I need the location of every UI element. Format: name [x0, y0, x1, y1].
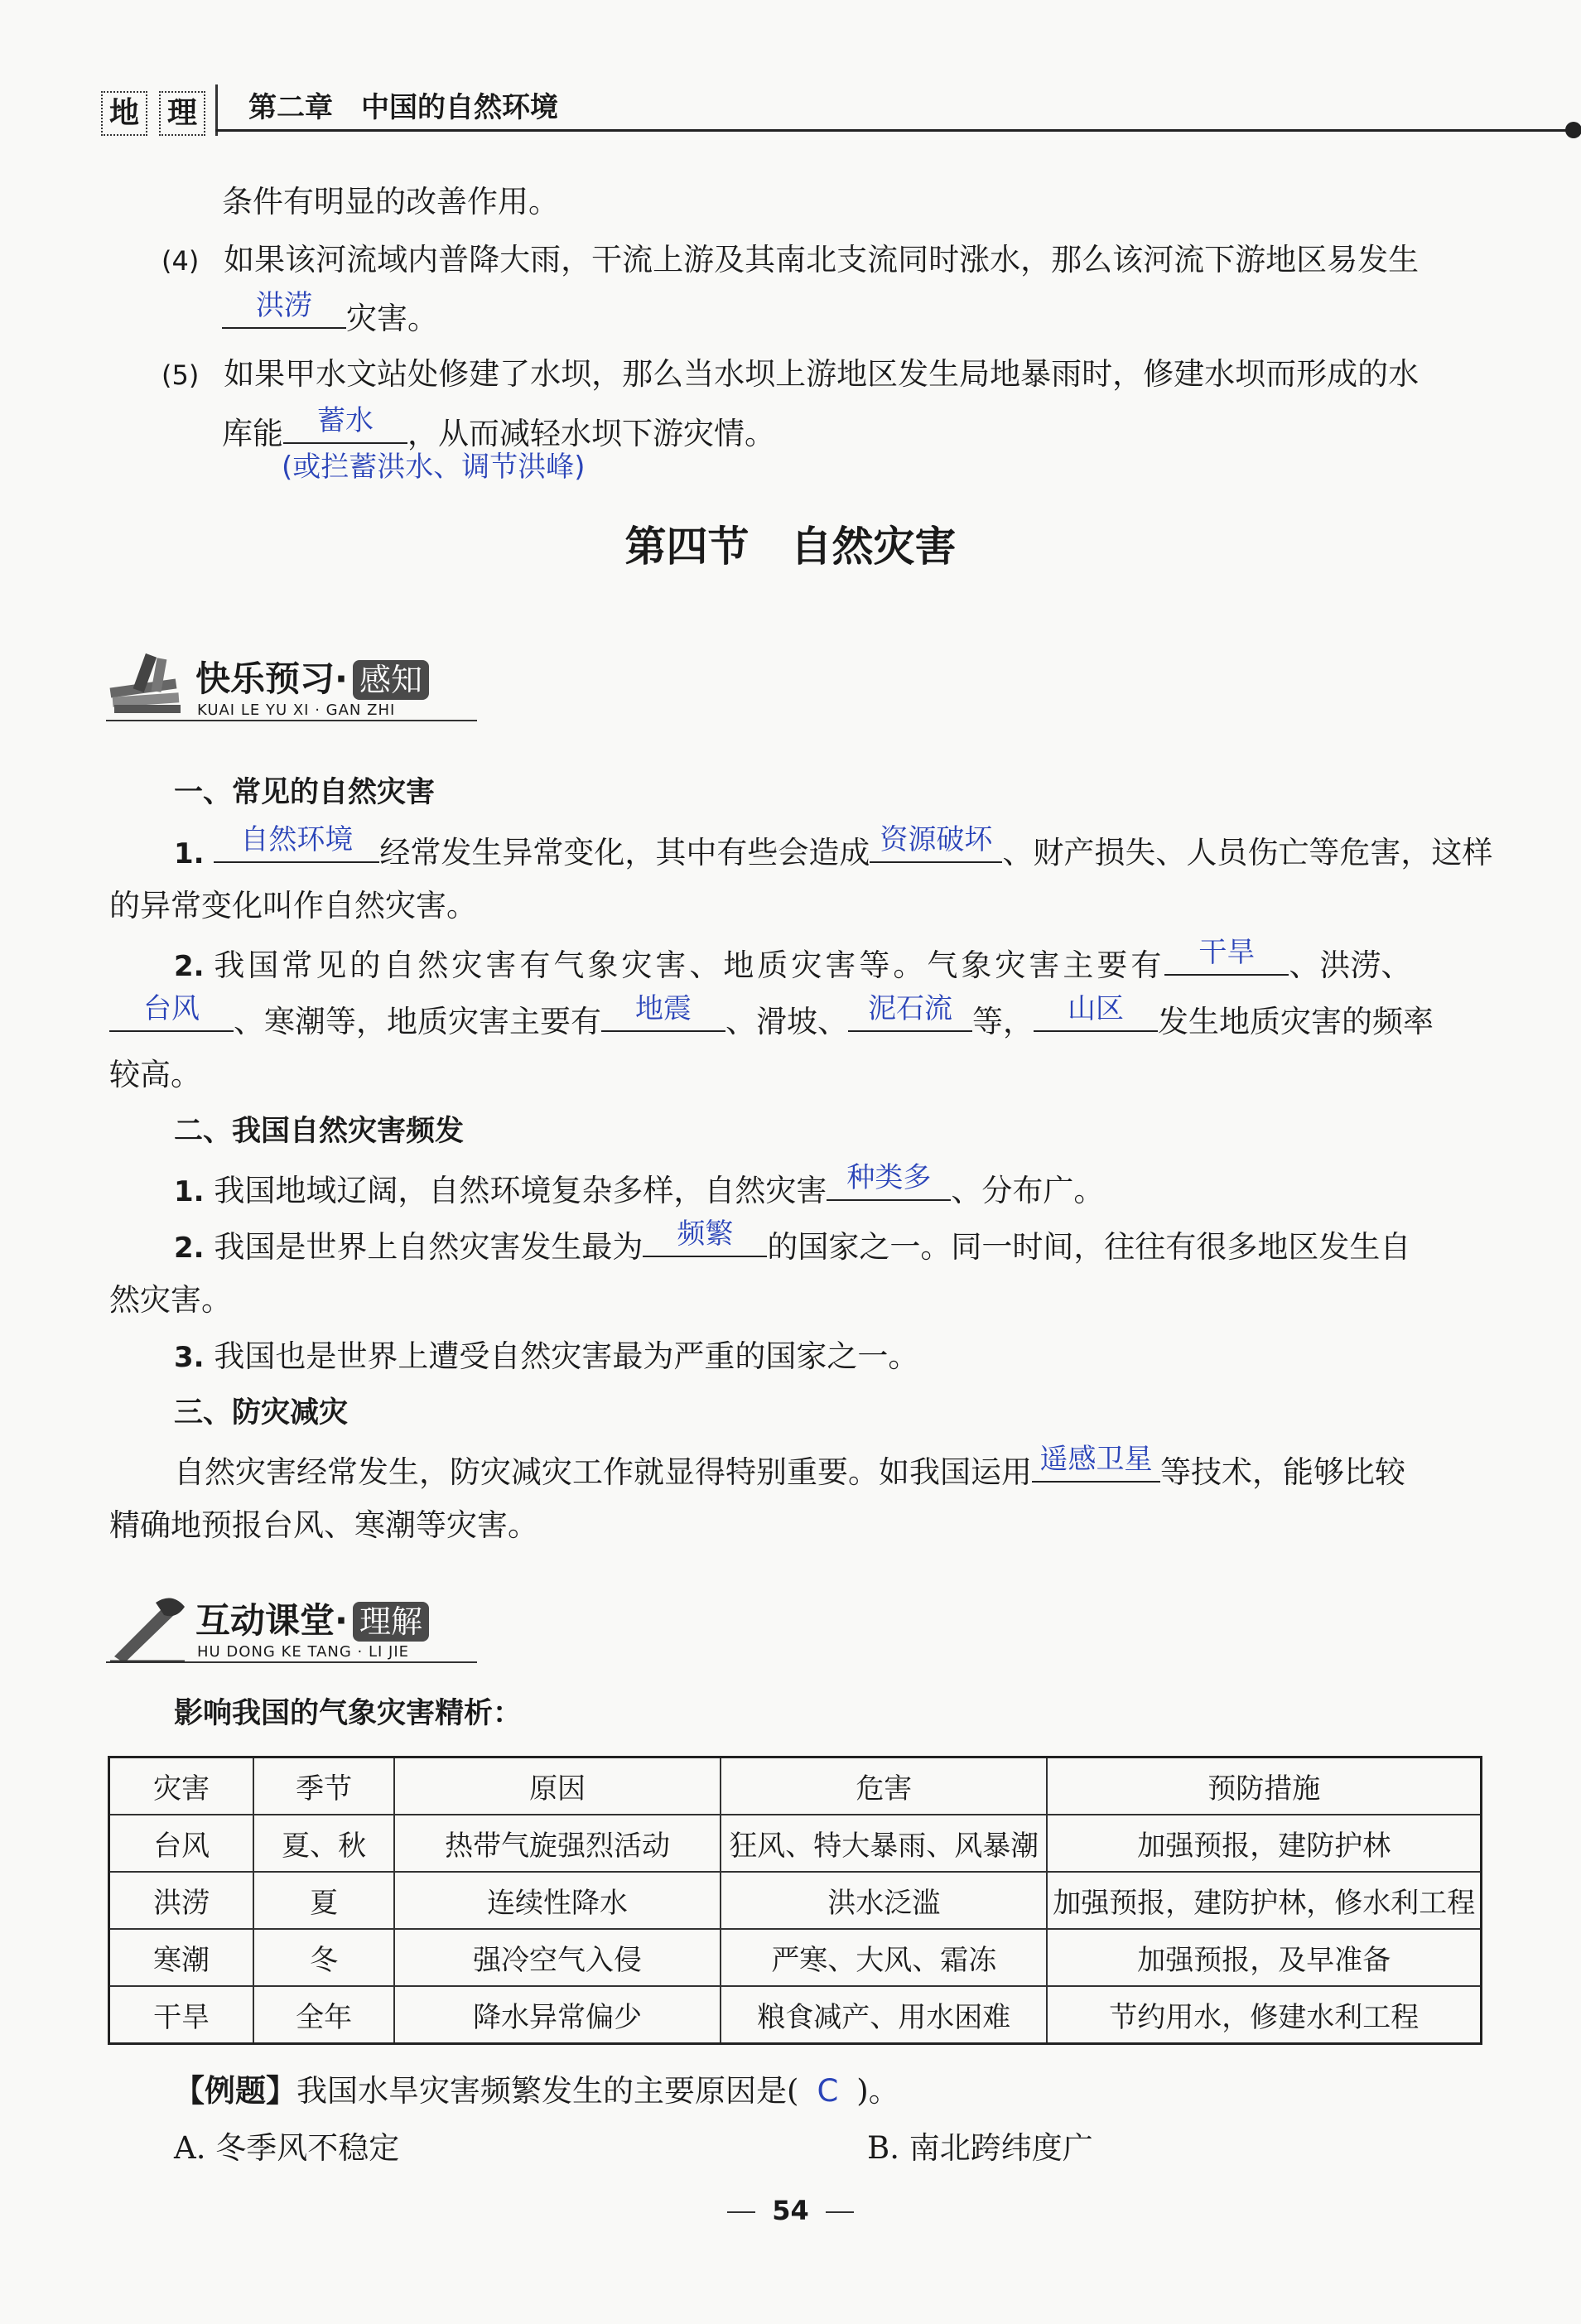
banner-preview: [106, 650, 487, 733]
part3-text-body: 自然灾害经常发生，防灾减灾工作就显得特别重要。如我国运用: [174, 1454, 1032, 1490]
table-cell: 连续性降水: [394, 1872, 721, 1929]
example-label: 【例题】: [174, 2072, 296, 2109]
part3-blank[interactable]: [1032, 1441, 1160, 1483]
table-header-cell: 灾害: [109, 1757, 254, 1815]
disaster-table: [108, 1756, 1482, 2045]
q4-answer-blank[interactable]: [222, 287, 346, 329]
page-number: [0, 2195, 1581, 2226]
question-5: [161, 346, 1419, 403]
table-cell: 寒潮: [109, 1929, 254, 1986]
table-cell: 夏、秋: [253, 1815, 394, 1872]
part1-item1-ans2: 资源破坏: [880, 823, 993, 856]
header-divider: [215, 84, 218, 136]
part2-item2-text: 我国是世界上自然灾害发生最为: [214, 1229, 643, 1265]
q4-number: (4): [161, 245, 200, 277]
part1-item2-ans1: 干旱: [1198, 936, 1256, 969]
part1-item1-num: 1.: [174, 837, 205, 870]
q4-tail: 灾害。: [346, 301, 438, 336]
banner-classroom-tag: 理解: [353, 1602, 429, 1642]
example-text: 我国水旱灾害频繁发生的主要原因是(: [296, 2073, 799, 2109]
table-cell: 加强预报，及早准备: [1047, 1929, 1481, 1986]
books-icon: [106, 650, 189, 716]
chapter-title: 第二章 中国的自然环境: [248, 91, 558, 124]
table-header-cell: 季节: [253, 1757, 394, 1815]
part2-item2-ans: 频繁: [677, 1217, 734, 1251]
pen-hand-icon: [106, 1590, 189, 1665]
part3-heading: 三、防灾减灾: [174, 1396, 349, 1430]
section-title: 第四节 自然灾害: [624, 523, 957, 571]
table-cell: 加强预报，建防护林: [1047, 1815, 1481, 1872]
table-cell: 干旱: [109, 1986, 254, 2044]
part1-item1-blank2[interactable]: [870, 822, 1002, 863]
part3-ans: 遥感卫星: [1039, 1443, 1153, 1476]
part2-item1-tail: 、分布广。: [951, 1173, 1105, 1208]
part1-item2-text: 我国常见的自然灾害有气象灾害、地质灾害等。气象灾害主要有: [214, 947, 1165, 983]
subject-box-2: 理: [159, 91, 205, 136]
banner-classroom-dot: ·: [335, 1600, 348, 1641]
banner-preview-underline: [106, 720, 477, 721]
table-header-cell: 原因: [394, 1757, 721, 1815]
table-row: [109, 1929, 1482, 1986]
table-cell: 热带气旋强烈活动: [394, 1815, 721, 1872]
part2-item3-text: 我国也是世界上遭受自然灾害最为严重的国家之一。: [214, 1338, 919, 1374]
part1-item1: [174, 822, 1492, 882]
part2-item1: [174, 1160, 1104, 1220]
banner-classroom-pinyin: HU DONG KE TANG · LI JIE: [197, 1643, 410, 1661]
table-cell: 强冷空气入侵: [394, 1929, 721, 1986]
part2-item2-num: 2.: [174, 1232, 205, 1265]
banner-classroom-title: 互动课堂: [195, 1600, 335, 1641]
part1-item2-line2: [109, 991, 1434, 1050]
part1-item2-t5: 发生地质灾害的频率: [1158, 1004, 1434, 1039]
table-cell: 全年: [253, 1986, 394, 2044]
part2-item3-num: 3.: [174, 1341, 205, 1374]
table-cell: 洪水泛滥: [721, 1872, 1047, 1929]
table-cell: 节约用水，修建水利工程: [1047, 1986, 1481, 2044]
subject-box-1: 地: [101, 91, 147, 136]
part2-item1-text: 我国地域辽阔，自然环境复杂多样，自然灾害: [214, 1173, 827, 1208]
part1-item2-blank2[interactable]: [109, 991, 234, 1032]
part2-item2: [174, 1216, 1410, 1276]
part1-item1-mid: 经常发生异常变化，其中有些会造成: [379, 835, 870, 870]
part3-text: [174, 1441, 1405, 1501]
table-cell: 严寒、大风、霜冻: [721, 1929, 1047, 1986]
part1-item2-t3: 、滑坡、: [725, 1004, 848, 1039]
prev-line1: 条件有明显的改善作用。: [222, 184, 559, 219]
part2-item1-ans: 种类多: [846, 1161, 932, 1194]
page-number-dash-right: [826, 2211, 854, 2213]
table-cell: 狂风、特大暴雨、风暴潮: [721, 1815, 1047, 1872]
q5-answer-blank[interactable]: [283, 403, 407, 444]
q5-answer: 蓄水: [317, 404, 374, 437]
part2-item3: [174, 1328, 918, 1386]
banner-classroom-underline: [106, 1661, 477, 1663]
table-cell: 加强预报，建防护林，修水利工程: [1047, 1872, 1481, 1929]
header-rule: [215, 129, 1569, 132]
banner-preview-pinyin: KUAI LE YU XI · GAN ZHI: [197, 702, 396, 719]
table-cell: 洪涝: [109, 1872, 254, 1929]
table-cell: 夏: [253, 1872, 394, 1929]
part1-item2-blank4[interactable]: [848, 991, 972, 1032]
question-4: [161, 232, 1419, 289]
q5-number: (5): [161, 359, 200, 391]
page-number-text: 54: [772, 2195, 809, 2226]
table-header-cell: 预防措施: [1047, 1757, 1481, 1815]
table-cell: 台风: [109, 1815, 254, 1872]
part2-item2-tail: 的国家之一。同一时间，往往有很多地区发生自: [767, 1229, 1411, 1265]
q5-text: 如果甲水文站处修建了水坝，那么当水坝上游地区发生局地暴雨时，修建水坝而形成的水: [224, 356, 1420, 392]
banner-classroom: [106, 1590, 487, 1673]
table-intro: 影响我国的气象灾害精析：: [174, 1697, 523, 1730]
example-option-a[interactable]: A. 冬季风不稳定: [174, 2130, 400, 2166]
part1-item2-blank5[interactable]: [1034, 991, 1158, 1032]
part1-item1-blank1[interactable]: [214, 822, 379, 863]
part1-item2-num: 2.: [174, 950, 205, 983]
question-4-line2: [222, 287, 438, 347]
part2-item2-line2: 然灾害。: [109, 1282, 232, 1318]
example-option-b[interactable]: B. 南北跨纬度广: [867, 2130, 1093, 2166]
part1-item2-t4: 等，: [972, 1004, 1034, 1039]
part1-item2-ans3: 地震: [635, 992, 692, 1025]
part1-item2-t1: 、洪涝、: [1289, 947, 1412, 983]
example-close: )。: [856, 2073, 899, 2109]
example-answer: C: [817, 2073, 839, 2109]
banner-preview-title: 快乐预习: [195, 658, 335, 699]
q4-answer: 洪涝: [256, 289, 312, 322]
q5-note: (或拦蓄洪水、调节洪峰): [282, 451, 586, 484]
part3-tail: 等技术，能够比较: [1160, 1454, 1405, 1490]
part1-item2-blank3[interactable]: [601, 991, 725, 1032]
part1-item1-line2: 的异常变化叫作自然灾害。: [109, 888, 477, 923]
table-cell: 降水异常偏少: [394, 1986, 721, 2044]
table-header-row: [109, 1757, 1482, 1815]
part1-item2-ans4: 泥石流: [868, 992, 952, 1025]
part1-item2-blank1[interactable]: [1164, 934, 1289, 976]
part1-item2-t2: 、寒潮等，地质灾害主要有: [234, 1004, 601, 1039]
part2-item2-blank[interactable]: [643, 1216, 767, 1257]
banner-preview-dot: ·: [335, 658, 348, 699]
table-cell: 粮食减产、用水困难: [721, 1986, 1047, 2044]
part1-item2: [174, 934, 1411, 995]
part2-item1-num: 1.: [174, 1175, 205, 1208]
q5-pre: 库能: [222, 416, 283, 451]
part1-heading: 一、常见的自然灾害: [174, 776, 436, 809]
part1-item1-tail: 、财产损失、人员伤亡等危害，这样: [1002, 835, 1493, 870]
table-row: [109, 1872, 1482, 1929]
q4-text: 如果该河流域内普降大雨，干流上游及其南北支流同时涨水，那么该河流下游地区易发生: [224, 242, 1420, 277]
part1-item2-ans5: 山区: [1068, 992, 1124, 1025]
header-rule-dot: [1565, 122, 1581, 138]
header: [99, 83, 1507, 141]
part1-item2-ans2: 台风: [143, 992, 200, 1025]
part1-item1-ans1: 自然环境: [240, 823, 354, 856]
part3-line2: 精确地预报台风、寒潮等灾害。: [109, 1507, 538, 1543]
table-cell: 冬: [253, 1929, 394, 1986]
table-row: [109, 1986, 1482, 2044]
part1-item2-line3: 较高。: [109, 1057, 201, 1092]
part2-heading: 二、我国自然灾害频发: [174, 1115, 465, 1148]
table-row: [109, 1815, 1482, 1872]
banner-preview-tag: 感知: [353, 660, 429, 700]
example-question: [174, 2062, 899, 2119]
q5-tail: ，从而减轻水坝下游灾情。: [407, 416, 775, 451]
table-header-cell: 危害: [721, 1757, 1047, 1815]
part2-item1-blank[interactable]: [827, 1160, 951, 1201]
page-number-dash-left: [727, 2211, 755, 2213]
